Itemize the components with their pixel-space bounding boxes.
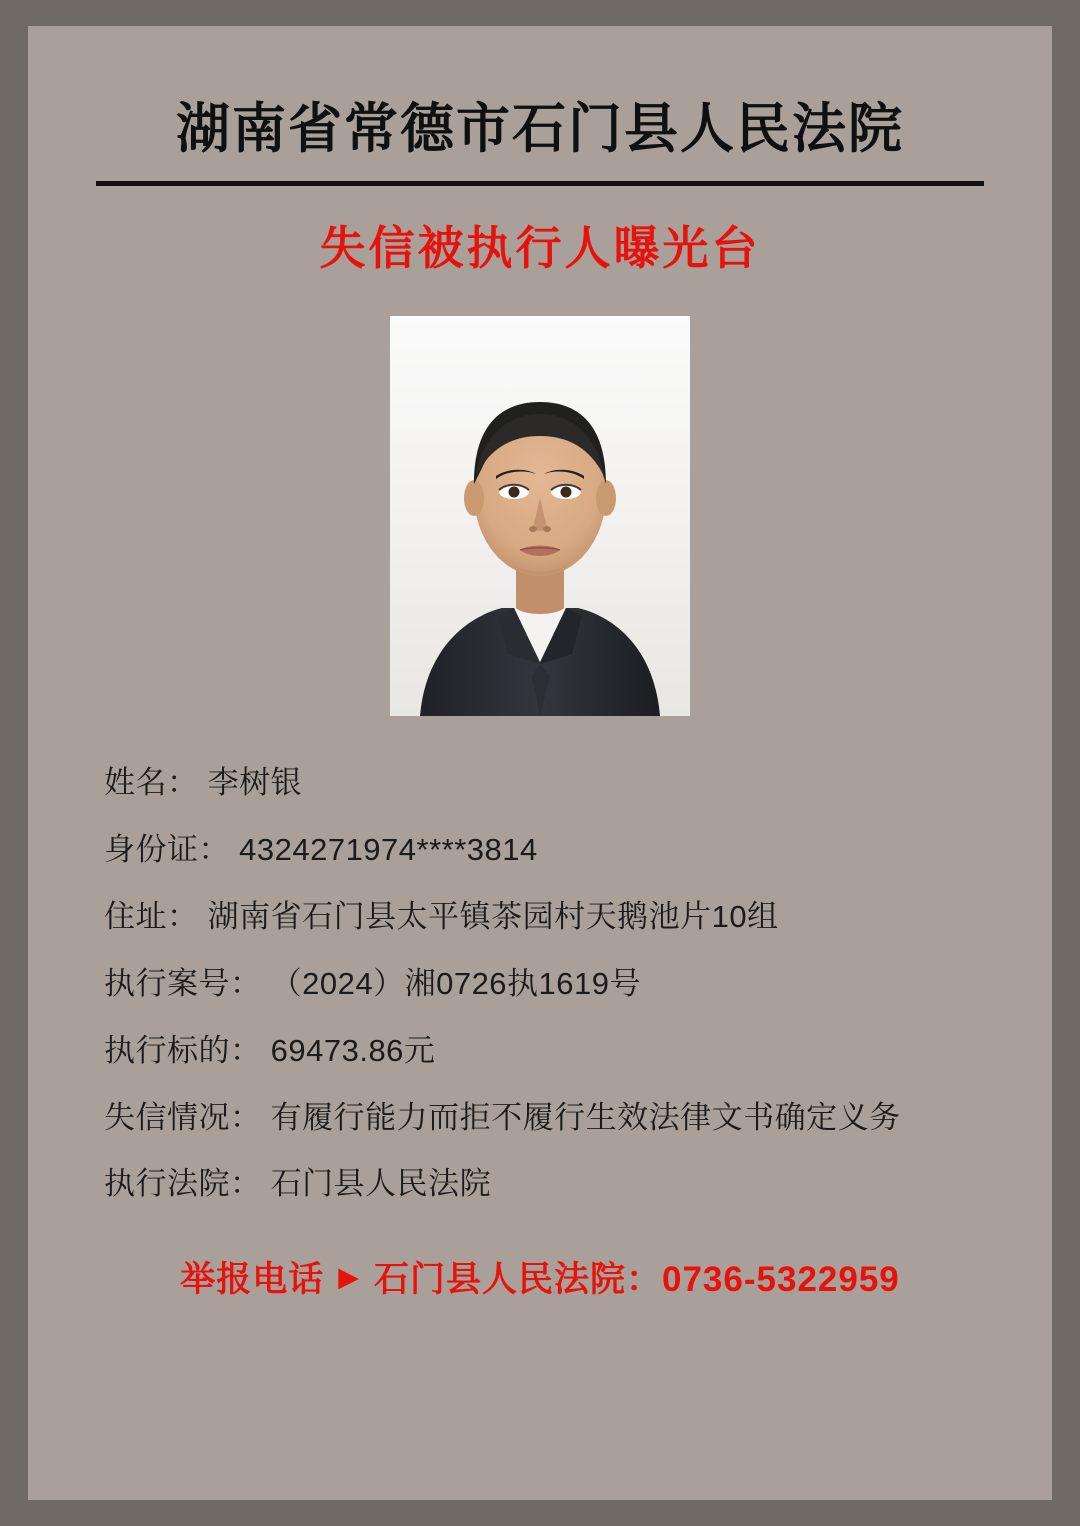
detail-label: 失信情况： xyxy=(104,1099,262,1135)
detail-row xyxy=(104,762,984,804)
detail-row xyxy=(104,1163,984,1205)
detail-value: 湖南省石门县太平镇茶园村天鹅池片10组 xyxy=(207,899,779,935)
detail-label: 执行法院： xyxy=(104,1166,262,1202)
triangle-right-icon: ▶ xyxy=(338,1261,360,1292)
title-divider xyxy=(96,181,984,186)
poster-subtitle: 失信被执行人曝光台 xyxy=(319,222,761,275)
hotline-label: 举报电话 xyxy=(180,1260,325,1300)
detail-label: 住址： xyxy=(104,899,199,935)
detail-label: 执行案号： xyxy=(104,965,262,1001)
detail-value: 69473.86元 xyxy=(270,1032,436,1068)
detail-row xyxy=(104,1097,984,1139)
detail-row xyxy=(104,896,984,938)
detail-value: 石门县人民法院 xyxy=(270,1166,492,1202)
detail-value: （2024）湘0726执1619号 xyxy=(270,965,642,1001)
page-title: 湖南省常德市石门县人民法院 xyxy=(176,99,904,159)
detail-value: 有履行能力而拒不履行生效法律文书确定义务 xyxy=(270,1099,901,1135)
detail-row xyxy=(104,963,984,1005)
detail-label: 身份证： xyxy=(104,832,230,868)
detail-value: 李树银 xyxy=(207,765,303,801)
detail-label: 执行标的： xyxy=(104,1032,262,1068)
detail-label: 姓名： xyxy=(104,765,199,801)
detail-value: 4324271974****3814 xyxy=(239,832,538,868)
hotline-number: 石门县人民法院：0736-5322959 xyxy=(374,1260,900,1300)
detail-list xyxy=(96,762,984,1230)
subject-photo xyxy=(390,316,690,716)
portrait-illustration xyxy=(390,316,690,716)
hotline-banner xyxy=(180,1252,900,1302)
detail-row xyxy=(104,829,984,871)
detail-row xyxy=(104,1030,984,1072)
poster-panel xyxy=(28,26,1052,1500)
